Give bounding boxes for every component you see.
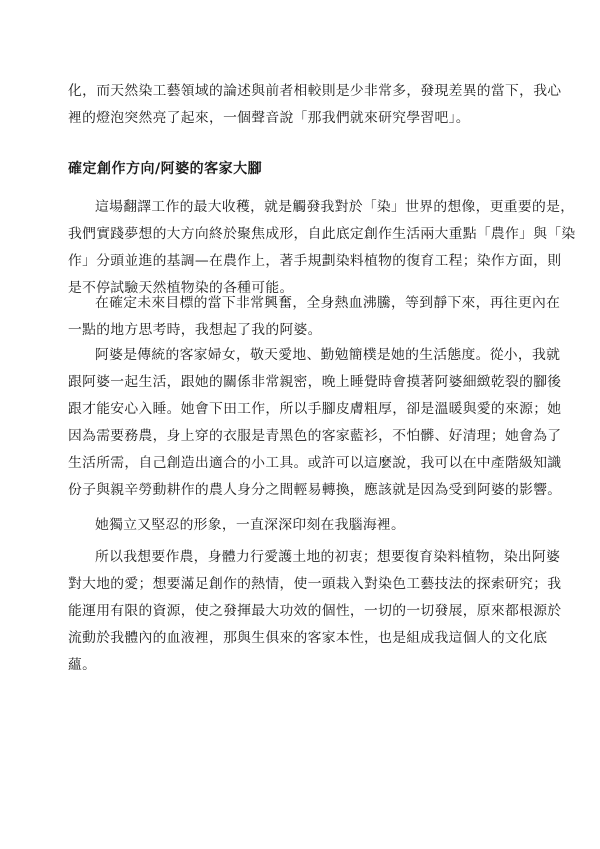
text-line: 份子與親辛勞動耕作的農人身分之間輕易轉換，應該就是因為受到阿婆的影響。	[68, 482, 562, 498]
text-line: 跟才能安心入睡。她會下田工作，所以手腳皮膚粗厚，卻是溫暖與愛的來源；她	[68, 401, 562, 417]
text-line: 一點的地方思考時，我想起了我的阿婆。	[68, 322, 322, 338]
paragraph-1	[68, 194, 576, 302]
paragraph-3	[68, 342, 562, 504]
text-line: 流動於我體內的血液裡，那與生俱來的客家本性，也是組成我這個人的文化底	[68, 630, 548, 646]
paragraph-5	[68, 544, 562, 679]
text-line: 在確定未來目標的當下非常興奮，全身熱血沸騰，等到靜下來，再往更內在	[95, 295, 561, 311]
text-line: 因為需要務農，身上穿的衣服是青黑色的客家藍衫，不怕髒、好清理；她會為了	[68, 428, 562, 444]
text-line: 跟阿婆一起生活，跟她的關係非常親密，晚上睡覺時會摸著阿婆細緻乾裂的腳後	[68, 374, 562, 390]
text-line: 作」分頭並進的基調—在農作上，著手規劃染料植物的復育工程；染作方面，則	[68, 253, 562, 269]
text-line: 蘊。	[68, 657, 97, 673]
paragraph-4	[68, 512, 534, 539]
text-line: 我們實踐夢想的大方向終於聚焦成形，自此底定創作生活兩大重點「農作」與「染	[68, 226, 576, 242]
paragraph-2	[68, 290, 561, 344]
intro-paragraph	[68, 78, 562, 132]
text-line: 這場翻譯工作的最大收穫，就是觸發我對於「染」世界的想像，更重要的是，	[95, 199, 575, 215]
text-line: 生活所需，自己創造出適合的小工具。或許可以這麼說，我可以在中產階級知識	[68, 455, 562, 471]
text-line: 所以我想要作農，身體力行愛護土地的初衷；想要復育染料植物，染出阿婆	[95, 549, 561, 565]
text-line: 能運用有限的資源，使之發揮最大功效的個性，一切的一切發展，原來都根源於	[68, 603, 562, 619]
text-line: 是不停試驗天然植物染的各種可能。	[68, 280, 294, 296]
section-heading: 確定創作方向/阿婆的客家大腳	[68, 161, 263, 177]
text-line: 化，而天然染工藝領域的論述與前者相較則是少非常多，發現差異的當下，我心	[68, 83, 562, 99]
text-line: 對大地的愛；想要滿足創作的熱情，使一頭栽入對染色工藝技法的探索研究；我	[68, 576, 562, 592]
text-line: 阿婆是傳統的客家婦女，敬天愛地、勤勉簡樸是她的生活態度。從小，我就	[95, 347, 561, 363]
text-line: 她獨立又堅忍的形象，一直深深印刻在我腦海裡。	[95, 517, 406, 533]
text-line: 裡的燈泡突然亮了起來，一個聲音說「那我們就來研究學習吧」。	[68, 110, 470, 126]
